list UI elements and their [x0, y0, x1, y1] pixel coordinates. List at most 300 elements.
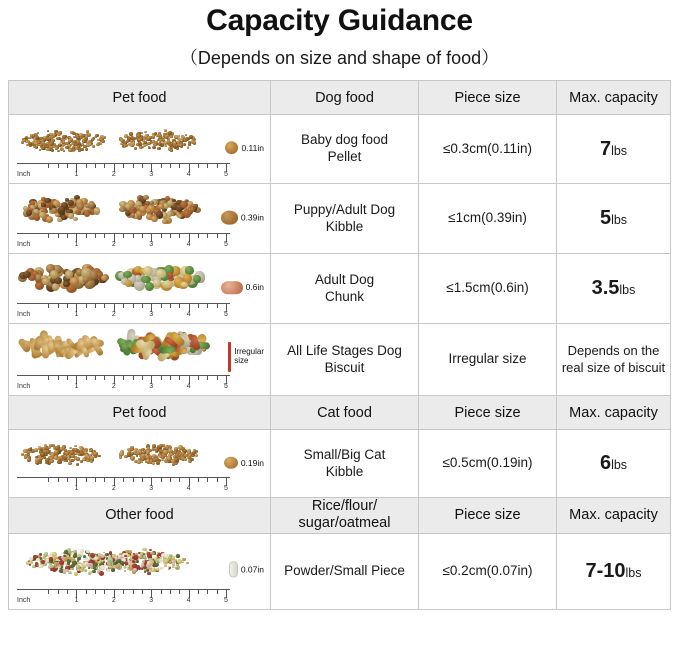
food-particle	[55, 446, 59, 449]
capacity-number: 7	[599, 137, 612, 160]
header-piece-size-2: Piece size	[419, 396, 557, 430]
food-particle	[132, 564, 137, 569]
food-particle	[151, 568, 155, 572]
food-particle	[70, 277, 79, 286]
food-particle	[135, 560, 138, 563]
food-particle	[125, 204, 131, 209]
food-particle	[124, 570, 126, 572]
food-type-puppy-kibble	[271, 184, 419, 254]
food-particle	[120, 143, 123, 145]
ruler-minor-tick	[48, 163, 49, 168]
ruler-minor-tick	[170, 375, 171, 380]
ruler-minor-tick	[95, 589, 96, 594]
ruler-minor-tick	[95, 163, 96, 168]
ruler-minor-tick	[179, 477, 180, 482]
food-particle	[175, 567, 178, 570]
ruler-minor-tick	[161, 375, 162, 380]
ruler-minor-tick	[198, 589, 199, 594]
food-particle	[74, 445, 77, 447]
food-particle	[170, 453, 173, 455]
food-particle	[147, 572, 151, 576]
food-particle	[161, 567, 163, 569]
food-particle	[46, 216, 53, 223]
food-particle	[180, 201, 188, 208]
ruler-minor-tick	[95, 477, 96, 482]
ruler-unit: Inch	[17, 596, 31, 604]
ruler-unit: Inch	[17, 311, 31, 318]
food-type-powder: Powder/Small Piece	[271, 533, 419, 609]
food-particle	[169, 554, 172, 557]
food-particle	[178, 135, 180, 137]
ruler-tick-label: 1	[74, 311, 79, 318]
food-particle	[63, 150, 65, 152]
ruler-minor-tick	[142, 375, 143, 380]
food-type-line2: Kibble	[325, 463, 364, 479]
header-pet-food-2: Pet food	[9, 396, 271, 430]
food-particle	[49, 444, 53, 447]
food-particle	[189, 135, 193, 138]
food-type-line1: Adult Dog	[314, 271, 375, 287]
header-row-dog	[9, 81, 671, 115]
food-particle	[66, 142, 69, 144]
ruler-tick-label: 1	[74, 383, 79, 390]
food-particle	[152, 462, 155, 465]
ruler-minor-tick	[67, 163, 68, 168]
piece-size-adult-chunk: ≤1.5cm(0.6in)	[419, 254, 557, 324]
capacity-text-line1: Depends on the	[567, 342, 660, 358]
capacity-guidance-page	[0, 4, 679, 671]
food-particle	[85, 148, 88, 150]
ruler-minor-tick	[198, 233, 199, 238]
food-particle	[165, 445, 169, 450]
size-swatch-puppy-kibble	[221, 210, 264, 224]
food-particle	[119, 456, 122, 459]
capacity-cat-kibble	[557, 430, 671, 498]
food-particle	[99, 143, 102, 145]
ruler-minor-tick	[133, 589, 134, 594]
food-particle	[66, 460, 69, 462]
food-particle	[80, 549, 84, 553]
food-type-line2: Chunk	[324, 288, 365, 304]
food-particle	[156, 269, 166, 277]
ruler-tick-label: 5	[224, 596, 228, 604]
food-particle	[90, 456, 94, 459]
ruler-minor-tick	[207, 375, 208, 380]
ruler-minor-tick	[217, 163, 218, 168]
ruler-tick-label: 3	[149, 241, 154, 248]
food-particle	[29, 557, 33, 561]
food-photo-biscuit	[9, 324, 271, 396]
ruler-minor-tick	[198, 163, 199, 168]
food-particle	[70, 451, 74, 455]
ruler-minor-tick	[48, 589, 49, 594]
food-particle	[159, 559, 163, 562]
piece-size-cat-kibble: ≤0.5cm(0.19in)	[419, 430, 557, 498]
ruler-minor-tick	[123, 233, 124, 238]
ruler-tick-label: 2	[111, 596, 116, 604]
food-particle	[41, 560, 45, 564]
ruler	[17, 589, 230, 605]
food-particle	[131, 456, 134, 459]
food-particle	[39, 212, 46, 218]
food-particle	[58, 131, 62, 134]
food-type-line1: Baby dog food	[300, 132, 389, 148]
food-particle	[149, 569, 152, 572]
ruler-minor-tick	[142, 303, 143, 308]
food-particle	[186, 562, 188, 564]
food-type-line1: Puppy/Adult Dog	[293, 201, 396, 217]
food-particle	[28, 448, 32, 451]
food-particle	[68, 462, 72, 466]
ruler-tick-label: 2	[111, 383, 116, 390]
header-cat-food: Cat food	[271, 396, 419, 430]
food-particle	[172, 199, 176, 202]
table-row	[9, 254, 671, 324]
header-rice-flour-line2: sugar/oatmeal	[298, 515, 391, 532]
food-particle	[84, 211, 90, 217]
food-particle	[177, 559, 182, 564]
header-piece-size: Piece size	[419, 81, 557, 115]
food-particle	[107, 569, 110, 572]
ruler-minor-tick	[133, 233, 134, 238]
header-row-other	[9, 498, 671, 534]
food-type-line1: Small/Big Cat	[303, 446, 386, 462]
food-particle	[88, 567, 90, 569]
ruler-tick-label: 2	[111, 311, 116, 318]
ruler-minor-tick	[86, 233, 87, 238]
ruler-minor-tick	[207, 303, 208, 308]
header-row-cat	[9, 396, 671, 430]
food-type-line1: All Life Stages Dog	[287, 342, 402, 358]
ruler-minor-tick	[179, 589, 180, 594]
header-dog-food: Dog food	[271, 81, 419, 115]
ruler-minor-tick	[104, 375, 105, 380]
ruler-minor-tick	[95, 233, 96, 238]
food-particle	[146, 208, 151, 213]
food-particle	[94, 207, 101, 214]
capacity-baby-pellet	[557, 115, 671, 184]
food-particle	[49, 142, 53, 146]
food-particle	[74, 572, 78, 576]
food-particle	[120, 139, 123, 142]
food-particle	[54, 450, 59, 454]
food-particle	[54, 564, 57, 567]
food-particle	[147, 142, 150, 146]
ruler-minor-tick	[161, 477, 162, 482]
ruler-minor-tick	[58, 589, 59, 594]
food-particle	[158, 204, 163, 209]
ruler-tick-label: 1	[74, 241, 79, 248]
food-type-cat-kibble	[271, 430, 419, 498]
food-particle	[164, 145, 167, 148]
ruler-minor-tick	[123, 303, 124, 308]
food-particle	[35, 458, 39, 462]
ruler-minor-tick	[198, 375, 199, 380]
food-particle	[27, 458, 31, 462]
swatch-label: 0.6in	[245, 282, 264, 293]
size-swatch-baby-pellet	[225, 141, 264, 154]
ruler-tick-label: 5	[224, 171, 228, 178]
capacity-unit: lbs	[611, 458, 628, 472]
food-particle	[87, 133, 91, 137]
food-particle	[23, 449, 27, 453]
table-row	[9, 184, 671, 254]
capacity-unit: lbs	[611, 213, 628, 227]
food-particle	[153, 279, 161, 286]
food-particle	[71, 564, 74, 568]
food-particle	[139, 556, 143, 559]
food-photo-powder	[9, 533, 271, 609]
ruler-tick-label: 5	[224, 311, 228, 318]
ruler-tick-label: 3	[149, 596, 154, 604]
ruler-tick-label: 5	[224, 485, 228, 492]
ruler-minor-tick	[161, 303, 162, 308]
food-particle	[130, 207, 135, 211]
food-particle	[74, 457, 77, 460]
food-particle	[41, 203, 45, 208]
food-particle	[170, 136, 173, 138]
food-particle	[169, 567, 171, 569]
food-particle	[167, 456, 172, 461]
food-particle	[102, 136, 105, 139]
food-particle	[146, 563, 151, 568]
food-particle	[154, 144, 157, 146]
ruler-minor-tick	[67, 477, 68, 482]
food-particle	[76, 565, 80, 569]
food-particle	[174, 458, 179, 462]
food-particle	[42, 278, 51, 285]
swatch-label: 0.39in	[240, 212, 264, 223]
swatch-label: 0.19in	[240, 457, 264, 468]
food-particle	[34, 142, 37, 145]
ruler-tick-label: 4	[186, 311, 191, 318]
food-particle	[137, 460, 141, 463]
food-type-adult-chunk	[271, 254, 419, 324]
food-particle	[151, 216, 158, 223]
food-type-baby-pellet	[271, 115, 419, 184]
piece-size-puppy-kibble: ≤1cm(0.39in)	[419, 184, 557, 254]
food-particle	[52, 283, 59, 290]
ruler-minor-tick	[170, 589, 171, 594]
food-particle	[171, 213, 175, 217]
food-particle	[34, 209, 38, 214]
food-particle	[169, 561, 172, 563]
food-particle	[61, 215, 66, 219]
ruler-minor-tick	[58, 303, 59, 308]
table-row	[9, 430, 671, 498]
ruler-minor-tick	[123, 375, 124, 380]
food-particle	[147, 554, 152, 559]
ruler-minor-tick	[142, 233, 143, 238]
ruler-minor-tick	[58, 233, 59, 238]
header-pet-food: Pet food	[9, 81, 271, 115]
ruler-minor-tick	[179, 303, 180, 308]
food-particle	[94, 555, 96, 557]
food-particle	[41, 197, 46, 201]
food-particle	[80, 148, 84, 152]
ruler-tick-label: 5	[224, 241, 228, 248]
food-type-biscuit	[271, 324, 419, 396]
capacity-number: 7-10	[585, 559, 626, 582]
capacity-unit: lbs	[611, 143, 628, 158]
food-particle	[81, 143, 83, 145]
food-particle	[111, 568, 115, 572]
ruler-unit: Inch	[17, 383, 31, 390]
food-particle	[70, 131, 73, 134]
food-particle	[38, 446, 41, 449]
ruler-tick-label: 1	[74, 596, 79, 604]
food-photo-cat-kibble	[9, 430, 271, 498]
food-particle	[76, 135, 79, 137]
ruler-minor-tick	[217, 233, 218, 238]
ruler-minor-tick	[123, 589, 124, 594]
ruler	[17, 375, 230, 391]
food-particle	[144, 141, 148, 144]
swatch-label-line2: size	[234, 355, 249, 365]
food-particle	[148, 146, 151, 148]
ruler-minor-tick	[179, 163, 180, 168]
size-swatch-adult-chunk	[221, 281, 264, 294]
header-piece-size-3: Piece size	[419, 498, 557, 534]
food-particle	[162, 219, 167, 225]
ruler-tick-label: 4	[186, 383, 191, 390]
food-particle	[131, 446, 135, 449]
food-particle	[80, 448, 83, 451]
food-particle	[180, 145, 183, 149]
food-particle	[178, 454, 181, 457]
food-type-line2: Kibble	[325, 218, 364, 234]
piece-size-biscuit: Irregular size	[419, 324, 557, 396]
food-particle	[82, 458, 86, 461]
food-photo-baby-pellet	[9, 115, 271, 184]
ruler-tick-label: 2	[111, 485, 116, 492]
ruler-minor-tick	[179, 233, 180, 238]
ruler-minor-tick	[58, 375, 59, 380]
ruler-minor-tick	[104, 477, 105, 482]
ruler-minor-tick	[104, 233, 105, 238]
food-particle	[125, 144, 128, 147]
food-particle	[101, 140, 104, 143]
food-particle	[95, 134, 99, 137]
food-particle	[85, 135, 88, 138]
food-particle	[63, 456, 67, 461]
food-particle	[143, 555, 146, 558]
food-particle	[157, 135, 159, 137]
page-title: Capacity Guidance	[206, 4, 473, 37]
ruler-minor-tick	[48, 233, 49, 238]
piece-size-powder: ≤0.2cm(0.07in)	[419, 533, 557, 609]
food-particle	[155, 563, 159, 566]
food-particle	[144, 135, 148, 138]
food-particle	[161, 459, 164, 462]
food-particle	[88, 143, 92, 146]
table-row	[9, 115, 671, 184]
swatch-label: 0.11in	[241, 142, 264, 153]
ruler-minor-tick	[67, 589, 68, 594]
food-particle	[124, 555, 127, 557]
ruler-minor-tick	[58, 477, 59, 482]
food-particle	[116, 565, 120, 569]
food-particle	[50, 457, 53, 460]
capacity-number: 3.5	[591, 277, 620, 299]
ruler-tick-label: 5	[224, 383, 228, 390]
food-particle	[124, 134, 128, 138]
ruler-minor-tick	[86, 375, 87, 380]
food-particle	[123, 271, 132, 278]
ruler-minor-tick	[67, 233, 68, 238]
food-particle	[77, 562, 79, 564]
size-swatch-cat-kibble	[224, 456, 264, 468]
food-particle	[142, 560, 144, 563]
ruler-minor-tick	[86, 303, 87, 308]
food-particle	[97, 455, 100, 458]
food-particle	[176, 554, 181, 558]
food-particle	[63, 141, 65, 143]
food-particle	[28, 562, 30, 564]
food-particle	[90, 460, 93, 463]
ruler-minor-tick	[86, 163, 87, 168]
food-particle	[185, 137, 189, 141]
food-particle	[36, 558, 39, 561]
header-other-food: Other food	[9, 498, 271, 534]
food-particle	[163, 450, 168, 453]
ruler	[17, 303, 230, 319]
ruler-minor-tick	[48, 375, 49, 380]
header-max-capacity: Max. capacity	[557, 81, 671, 115]
ruler-minor-tick	[161, 233, 162, 238]
food-particle	[144, 131, 147, 133]
food-particle	[195, 454, 198, 457]
ruler-tick-label: 2	[111, 171, 116, 178]
ruler-minor-tick	[217, 477, 218, 482]
ruler-tick-label: 4	[186, 241, 191, 248]
capacity-unit: lbs	[619, 283, 636, 297]
ruler	[17, 163, 230, 179]
food-particle	[89, 571, 92, 574]
ruler-minor-tick	[104, 303, 105, 308]
food-particle	[119, 452, 123, 456]
ruler-minor-tick	[104, 589, 105, 594]
ruler-minor-tick	[170, 163, 171, 168]
swatch-label-line1: Irregular	[234, 346, 264, 356]
piece-size-baby-pellet: ≤0.3cm(0.11in)	[419, 115, 557, 184]
food-particle	[156, 568, 159, 571]
ruler-minor-tick	[133, 477, 134, 482]
ruler-minor-tick	[123, 163, 124, 168]
food-particle	[93, 452, 97, 455]
ruler-tick-label: 3	[149, 311, 154, 318]
ruler	[17, 233, 230, 249]
ruler-minor-tick	[104, 163, 105, 168]
food-particle	[39, 459, 42, 462]
capacity-number: 6	[599, 452, 612, 474]
food-particle	[167, 140, 170, 142]
ruler-tick-label: 3	[149, 383, 154, 390]
ruler-minor-tick	[133, 375, 134, 380]
food-particle	[96, 143, 100, 146]
food-particle	[178, 445, 182, 450]
capacity-text-line2: real size of biscuit	[561, 359, 666, 375]
food-particle	[131, 452, 134, 455]
food-photo-adult-chunk	[9, 254, 271, 324]
ruler-minor-tick	[95, 303, 96, 308]
food-particle	[181, 282, 187, 287]
food-particle	[101, 555, 104, 558]
ruler-minor-tick	[207, 477, 208, 482]
header-max-capacity-2: Max. capacity	[557, 396, 671, 430]
food-particle	[74, 448, 78, 452]
header-rice-flour	[271, 498, 419, 534]
